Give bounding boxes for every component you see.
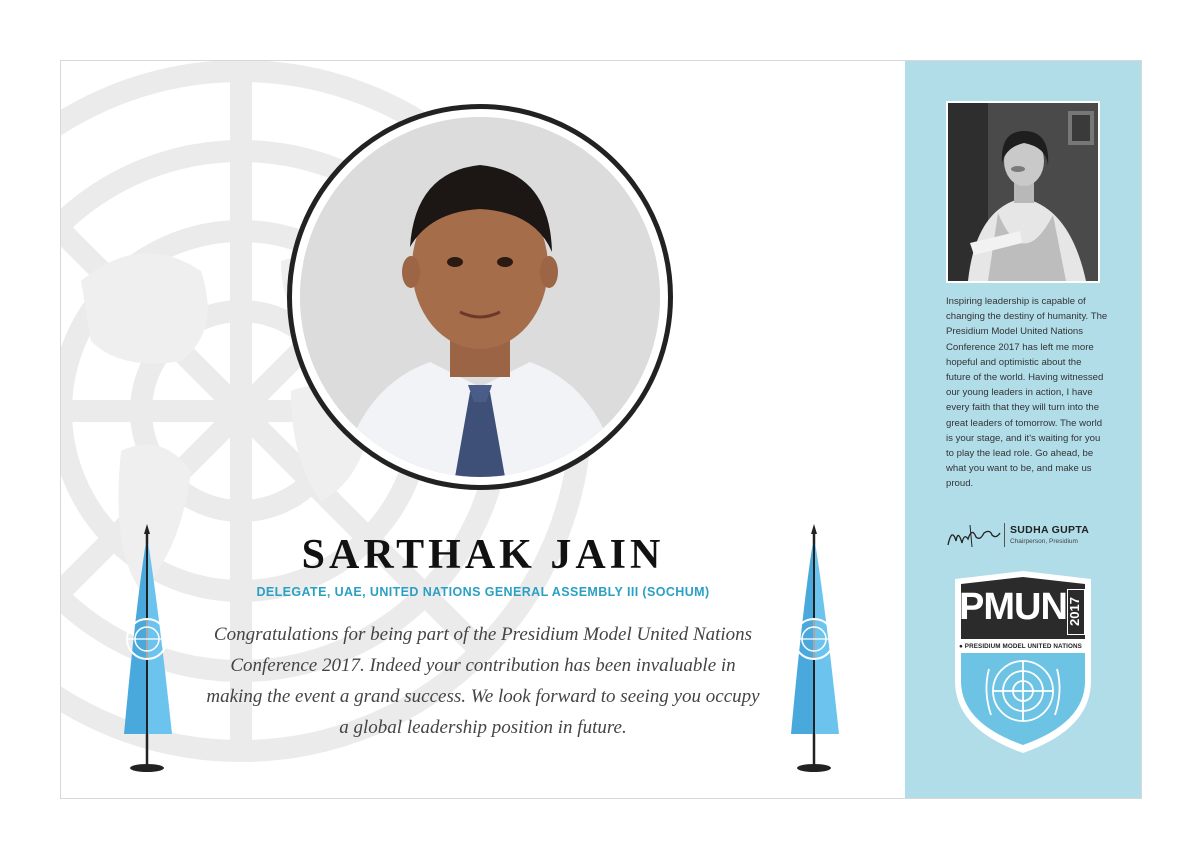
- congratulations-message: Congratulations for being part of the Presidium Model United Nations Conference 2017. Indeed your contribution has been invaluable in making the event a grand success. We look forward to seeing you occupy a global leadership position in future.: [206, 624, 760, 738]
- pmun-wordmark: PMUN: [959, 586, 1067, 628]
- signature-divider: [1004, 523, 1005, 547]
- delegate-role: DELEGATE, UAE, UNITED NATIONS GENERAL ASSEMBLY III (SOCHUM): [256, 585, 710, 599]
- delegate-portrait: [300, 117, 660, 477]
- chairperson-sidebar: [905, 61, 1141, 798]
- handwritten-signature: [946, 521, 1002, 549]
- signatory-title: Chairperson, Presidium: [1010, 538, 1078, 545]
- pmun-subtitle: ● PRESIDIUM MODEL UNITED NATIONS: [959, 643, 1082, 650]
- signature-block: [946, 521, 1116, 551]
- chairperson-photo: [946, 101, 1100, 283]
- delegate-portrait-frame: [287, 104, 673, 490]
- pmun-shield-logo: [949, 569, 1097, 755]
- certificate-main-panel: [61, 61, 905, 798]
- certificate-card: [60, 60, 1142, 799]
- delegate-name: SARTHAK JAIN: [301, 532, 665, 578]
- pmun-subtitle-text: PRESIDIUM MODEL UNITED NATIONS: [964, 643, 1082, 650]
- chairperson-quote: Inspiring leadership is capable of changing the destiny of humanity. The Presidium Model United Nations Conference 2017 has left me more hopeful and optimistic about the future of the world. Having witnessed our young leaders in action, I have every faith that they will turn into the great leaders of tomorrow. The world is your stage, and it's waiting for you to play the lead role. Go ahead, be what you want to be, and make us proud.: [946, 296, 1108, 490]
- signatory-name: SUDHA GUPTA: [1010, 524, 1090, 536]
- pmun-year: 2017: [1067, 589, 1085, 635]
